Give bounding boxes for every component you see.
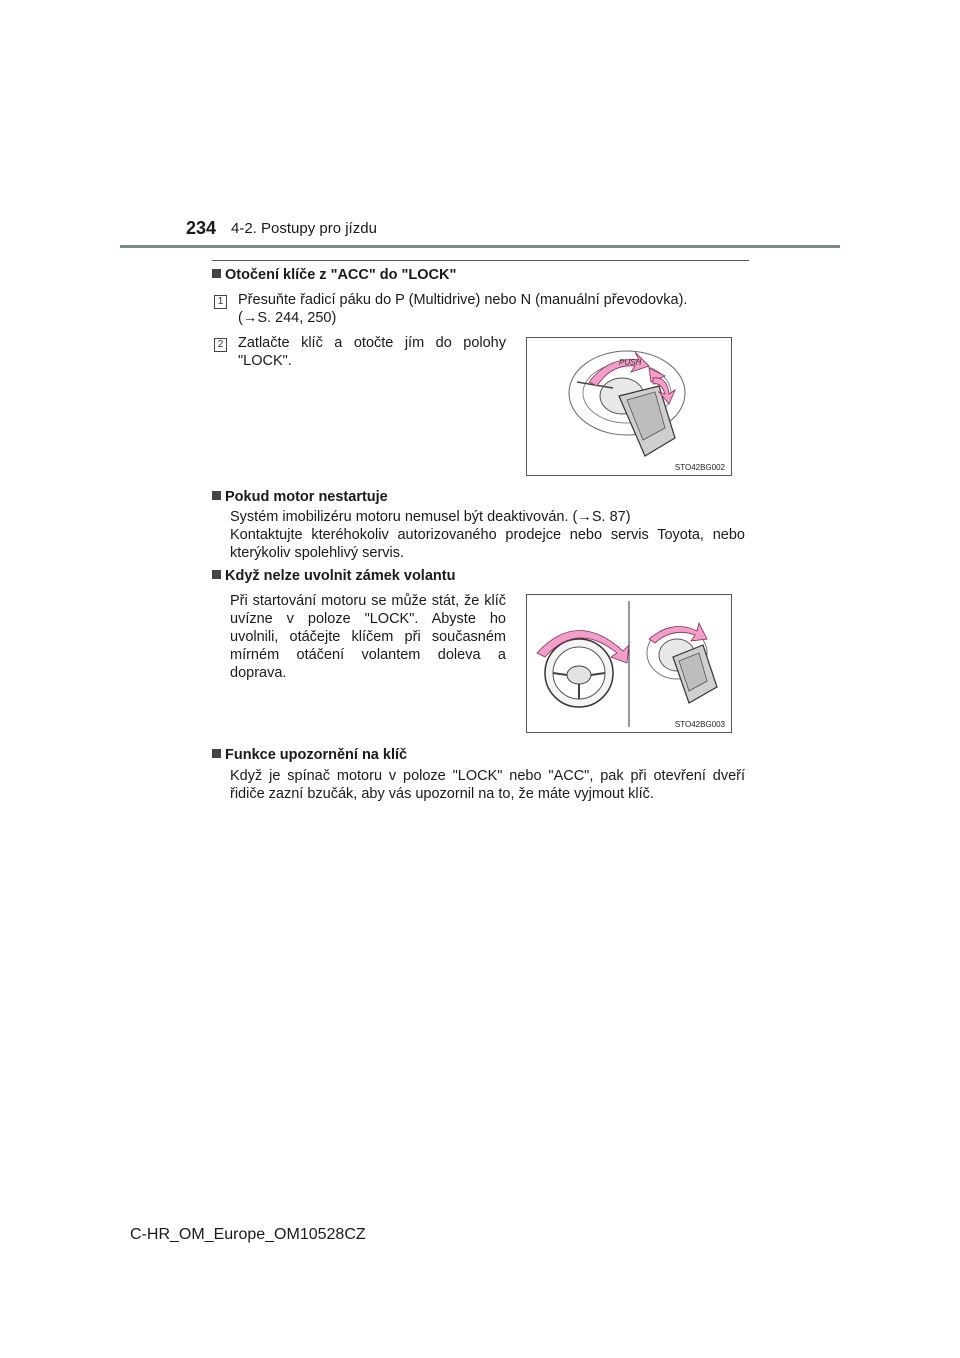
steering-wheel-illustration xyxy=(527,595,731,732)
step-number-2: 2 xyxy=(214,338,227,352)
figure-code-2: STO42BG003 xyxy=(674,720,725,729)
key-ignition-illustration xyxy=(527,338,731,475)
square-bullet-icon xyxy=(212,749,221,758)
heading-text: Když nelze uvolnit zámek volantu xyxy=(225,568,456,584)
heading-text: Otočení klíče z "ACC" do "LOCK" xyxy=(225,267,457,283)
push-label: PUSH xyxy=(619,358,642,367)
heading-key-reminder xyxy=(212,747,407,763)
immobilizer-note: Systém imobilizéru motoru nemusel být deaktivován. (→S. 87) xyxy=(230,509,631,525)
contact-dealer-note: Kontaktujte kteréhokoliv autorizovaného prodejce nebo servis Toyota, nebo kterýkoliv spolehlivý servis. xyxy=(230,527,745,561)
figure-key-lock xyxy=(526,337,732,476)
document-code: C-HR_OM_Europe_OM10528CZ xyxy=(130,1226,366,1243)
heading-steering-lock xyxy=(212,568,455,584)
header-divider xyxy=(120,245,840,248)
page-number: 234 xyxy=(186,218,217,238)
step-2-text: Zatlačte klíč a otočte jím do polohy "LOCK". xyxy=(238,335,506,369)
step-1-reference: (→S. 244, 250) xyxy=(238,310,337,326)
figure-steering-lock xyxy=(526,594,732,733)
square-bullet-icon xyxy=(212,491,221,500)
heading-engine-not-start xyxy=(212,489,388,505)
step-1-text xyxy=(238,291,753,327)
figure-code-1: STO42BG002 xyxy=(674,463,725,472)
square-bullet-icon xyxy=(212,570,221,579)
key-reminder-text: Když je spínač motoru v poloze "LOCK" nebo "ACC", pak při otevření dveří řidiče zazní bzučák, aby vás upozornil na to, že máte vyjmout klíč. xyxy=(230,768,745,802)
section-title: 4-2. Postupy pro jízdu xyxy=(231,220,377,237)
step-number-1: 1 xyxy=(214,295,227,309)
steering-lock-text: Při startování motoru se může stát, že klíč uvízne v poloze "LOCK". Abyste ho uvolnili, otáčejte klíčem při současném mírném otáčení volantem doleva a doprava. xyxy=(230,593,506,681)
heading-text: Pokud motor nestartuje xyxy=(225,489,388,505)
heading-text: Funkce upozornění na klíč xyxy=(225,747,408,763)
engine-not-start-text xyxy=(230,508,745,562)
section-divider xyxy=(212,260,749,261)
step-1-instruction: Přesuňte řadicí páku do P (Multidrive) nebo N (manuální převodovka). xyxy=(238,292,688,308)
square-bullet-icon xyxy=(212,269,221,278)
heading-acc-to-lock xyxy=(212,267,456,283)
